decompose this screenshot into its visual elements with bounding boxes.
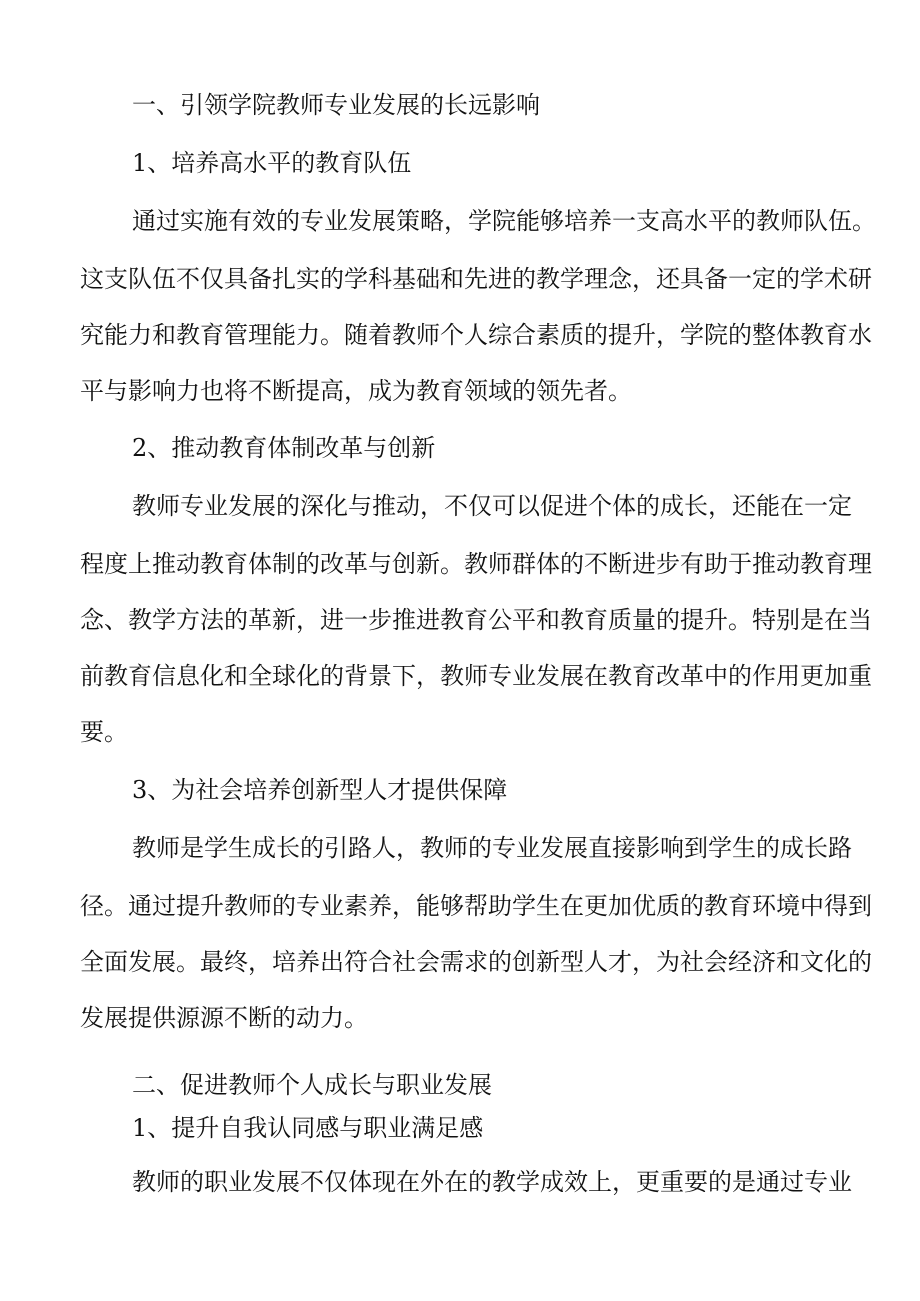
paragraph-line: 径。通过提升教师的专业素养，能够帮助学生在更加优质的教育环境中得到 (80, 892, 872, 920)
section-2-sub-1-heading: 1、提升自我认同感与职业满足感 (132, 1114, 484, 1142)
paragraph-line: 程度上推动教育体制的改革与创新。教师群体的不断进步有助于推动教育理 (80, 550, 872, 578)
paragraph-line: 念、教学方法的革新，进一步推进教育公平和教育质量的提升。特别是在当 (80, 606, 872, 634)
section-1-sub-1-heading: 1、培养高水平的教育队伍 (132, 149, 412, 177)
paragraph-line: 全面发展。最终，培养出符合社会需求的创新型人才，为社会经济和文化的 (80, 948, 872, 976)
paragraph-line: 教师是学生成长的引路人，教师的专业发展直接影响到学生的成长路 (132, 834, 852, 862)
section-2-heading: 二、促进教师个人成长与职业发展 (132, 1071, 492, 1099)
paragraph-line: 前教育信息化和全球化的背景下，教师专业发展在教育改革中的作用更加重 (80, 662, 872, 690)
paragraph-line: 这支队伍不仅具备扎实的学科基础和先进的教学理念，还具备一定的学术研 (80, 265, 872, 293)
section-1-sub-3-heading: 3、为社会培养创新型人才提供保障 (132, 776, 508, 804)
paragraph-line: 平与影响力也将不断提高，成为教育领域的领先者。 (80, 377, 632, 405)
paragraph-line: 发展提供源源不断的动力。 (80, 1004, 368, 1032)
paragraph-line: 究能力和教育管理能力。随着教师个人综合素质的提升，学院的整体教育水 (80, 321, 872, 349)
paragraph-line: 通过实施有效的专业发展策略，学院能够培养一支高水平的教师队伍。 (132, 207, 876, 235)
section-1-heading: 一、引领学院教师专业发展的长远影响 (132, 91, 540, 119)
paragraph-line: 教师专业发展的深化与推动，不仅可以促进个体的成长，还能在一定 (132, 492, 852, 520)
paragraph-line: 要。 (80, 718, 128, 746)
section-1-sub-2-heading: 2、推动教育体制改革与创新 (132, 434, 436, 462)
paragraph-line: 教师的职业发展不仅体现在外在的教学成效上，更重要的是通过专业 (132, 1168, 852, 1196)
